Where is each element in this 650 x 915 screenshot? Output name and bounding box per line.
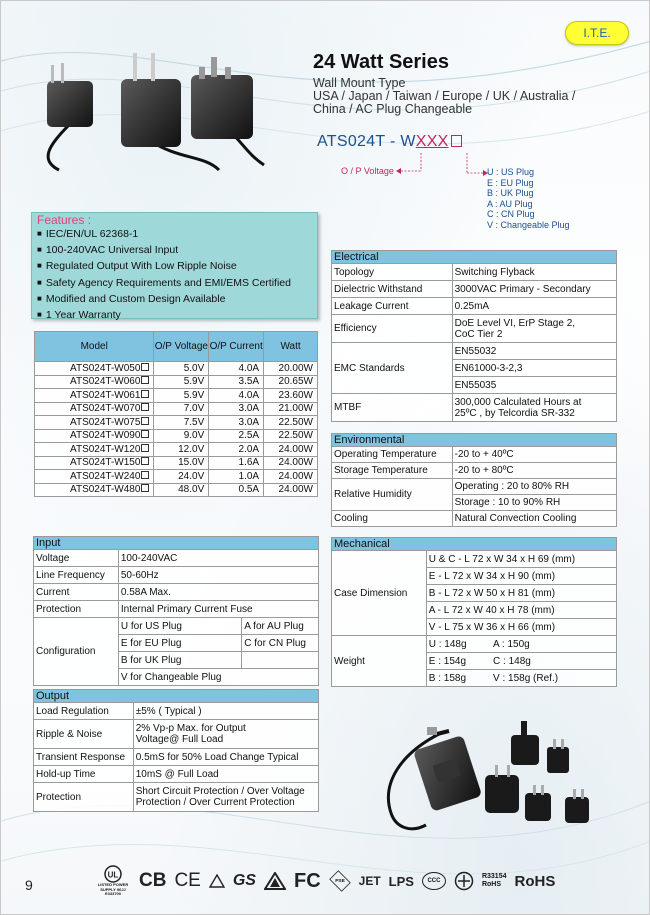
saa-triangle-icon — [264, 872, 286, 890]
current-cell: 3.0A — [209, 402, 264, 416]
spec-line: 300,000 Calculated Hours at — [454, 396, 582, 408]
input-table — [33, 536, 319, 686]
current-cell: 1.6A — [209, 456, 264, 470]
model-name: ATS024T-W060 — [70, 376, 141, 388]
checkbox-glyph — [141, 376, 149, 384]
spec-value: B for UK Plug — [118, 652, 241, 669]
spec-value: U & C - L 72 x W 34 x H 69 (mm) — [426, 551, 616, 568]
spec-label: Operating Temperature — [332, 447, 453, 463]
spec-value — [452, 315, 616, 343]
checkbox-glyph — [141, 484, 149, 492]
checkbox-glyph — [141, 471, 149, 479]
ul-listed-text: LISTED POWER SUPPLY 96JJ E333700 — [97, 882, 129, 897]
fcc-icon: FC — [293, 869, 321, 892]
current-cell: 2.5A — [209, 429, 264, 443]
spec-label: Ripple & Noise — [34, 720, 134, 749]
ul-logo-icon — [104, 865, 122, 883]
current-cell: 1.0A — [209, 470, 264, 484]
watt-cell: 24.00W — [264, 443, 318, 457]
spec-value: 0.25mA — [452, 298, 616, 315]
spec-value — [452, 394, 616, 422]
watt-cell: 24.00W — [264, 483, 318, 497]
watt-cell: 22.50W — [264, 416, 318, 430]
spec-value — [133, 720, 318, 749]
output-table — [33, 689, 319, 812]
voltage-cell: 9.0V — [154, 429, 209, 443]
spec-value: ±5% ( Typical ) — [133, 703, 318, 720]
table-row — [35, 429, 318, 443]
spec-label: Voltage — [34, 550, 119, 567]
spec-value: Natural Convection Cooling — [452, 511, 616, 527]
spec-value: EN55032 — [452, 343, 616, 360]
pse-text: PSE — [334, 878, 345, 884]
spec-value: U : 148g — [426, 636, 491, 653]
warning-triangle-icon — [209, 874, 225, 888]
spec-value — [133, 783, 318, 812]
spec-label: EMC Standards — [332, 343, 453, 394]
plug-option: E : EU Plug — [487, 177, 534, 188]
spec-value: 50-60Hz — [118, 567, 318, 584]
table-row — [35, 402, 318, 416]
spec-value: -20 to + 80ºC — [452, 463, 616, 479]
spec-value: A : 150g — [491, 636, 616, 653]
features-box — [31, 212, 318, 322]
spec-value: U for US Plug — [118, 618, 241, 635]
jet-icon: JET — [358, 874, 381, 888]
spec-value: EN61000-3-2,3 — [452, 360, 616, 377]
spec-line: Protection / Over Current Protection — [135, 797, 295, 808]
spec-value: -20 to + 40ºC — [452, 447, 616, 463]
spec-value: 3000VAC Primary - Secondary — [452, 281, 616, 298]
model-name: ATS024T-W070 — [70, 403, 141, 415]
feature-item: ■ Modified and Custom Design Available — [37, 291, 317, 307]
model-name: ATS024T-W480 — [70, 484, 141, 496]
bsmi-code-number: R33154 — [481, 873, 507, 880]
ccc-icon — [422, 872, 446, 890]
electrical-title: Electrical — [332, 251, 617, 264]
series-title: 24 Watt Series — [313, 51, 449, 73]
spec-label: Load Regulation — [34, 703, 134, 720]
checkbox-glyph — [141, 363, 149, 371]
model-name: ATS024T-W061 — [70, 389, 141, 401]
plug-option: V : Changeable Plug — [487, 219, 570, 230]
spec-value: B : 158g — [426, 670, 491, 687]
environmental-table — [331, 433, 617, 527]
spec-label: Case Dimension — [332, 551, 427, 636]
spec-value: 0.58A Max. — [118, 584, 318, 601]
checkbox-glyph — [141, 403, 149, 411]
voltage-cell: 7.0V — [154, 402, 209, 416]
spec-label: Hold-up Time — [34, 766, 134, 783]
op-voltage-label: O / P Voltage — [341, 166, 394, 176]
voltage-cell: 48.0V — [154, 483, 209, 497]
subtitle-line: China / AC Plug Changeable — [313, 102, 473, 116]
ce-icon: CE — [174, 870, 201, 891]
model-table — [34, 331, 318, 497]
spec-value: Internal Primary Current Fuse — [118, 601, 318, 618]
spec-value: Switching Flyback — [452, 264, 616, 281]
checkbox-glyph — [141, 430, 149, 438]
spec-label: Current — [34, 584, 119, 601]
watt-cell: 24.00W — [264, 456, 318, 470]
model-name: ATS024T-W240 — [70, 470, 141, 482]
page-number: 9 — [25, 877, 33, 893]
spec-label: Transient Response — [34, 749, 134, 766]
electrical-table — [331, 250, 617, 422]
spec-label: Weight — [332, 636, 427, 687]
spec-line: CoC Tier 2 — [454, 328, 503, 340]
spec-value: A for AU Plug — [242, 618, 319, 635]
spec-value: EN55035 — [452, 377, 616, 394]
current-cell: 4.0A — [209, 389, 264, 403]
voltage-cell: 15.0V — [154, 456, 209, 470]
table-row — [35, 456, 318, 470]
current-cell: 3.5A — [209, 375, 264, 389]
col-header-voltage: O/P Voltage — [154, 332, 209, 362]
spec-label: Relative Humidity — [332, 479, 453, 511]
spec-value: V for Changeable Plug — [118, 669, 318, 686]
spec-line: Short Circuit Protection / Over Voltage — [135, 786, 305, 797]
table-row — [35, 375, 318, 389]
spec-label: Configuration — [34, 618, 119, 686]
bsmi-code — [482, 873, 507, 889]
checkbox-glyph — [141, 417, 149, 425]
voltage-cell: 5.0V — [154, 362, 209, 376]
spec-label: Topology — [332, 264, 453, 281]
spec-line: 25ºC , by Telcordia SR-332 — [454, 407, 575, 419]
spec-value: V : 158g (Ref.) — [491, 670, 616, 687]
model-name: ATS024T-W050 — [70, 362, 141, 374]
table-row — [35, 470, 318, 484]
table-row — [35, 416, 318, 430]
col-header-model: Model — [35, 332, 154, 362]
pse-icon — [329, 870, 350, 891]
ul-listed-icon — [95, 865, 131, 897]
checkbox-glyph — [141, 390, 149, 398]
plug-option: B : UK Plug — [487, 188, 534, 198]
spec-value: E for EU Plug — [118, 635, 241, 652]
model-code-xxx: XXX — [415, 133, 449, 150]
mechanical-title: Mechanical — [332, 538, 617, 551]
checkbox-glyph — [141, 457, 149, 465]
table-row — [35, 483, 318, 497]
plug-option: C : CN Plug — [487, 209, 535, 219]
model-name: ATS024T-W150 — [70, 457, 141, 469]
voltage-cell: 7.5V — [154, 416, 209, 430]
watt-cell: 22.50W — [264, 429, 318, 443]
spec-line: DoE Level VI, ErP Stage 2, — [454, 317, 576, 329]
watt-cell: 20.65W — [264, 375, 318, 389]
spec-label: Protection — [34, 783, 134, 812]
subtitle-line: Wall Mount Type — [313, 76, 406, 90]
changeable-plug-photo — [371, 713, 611, 841]
current-cell: 2.0A — [209, 443, 264, 457]
current-cell: 0.5A — [209, 483, 264, 497]
bsmi-rohs-text: RoHS — [481, 881, 502, 888]
plug-option: U : US Plug — [487, 167, 535, 177]
mechanical-table — [331, 537, 617, 687]
spec-value: C for CN Plug — [242, 635, 319, 652]
spec-value: A - L 72 x W 40 x H 78 (mm) — [426, 602, 616, 619]
spec-label: Efficiency — [332, 315, 453, 343]
current-cell: 4.0A — [209, 362, 264, 376]
table-row — [35, 443, 318, 457]
voltage-cell: 12.0V — [154, 443, 209, 457]
model-code-prefix: ATS024T - W — [317, 133, 416, 150]
checkbox-glyph — [141, 444, 149, 452]
spec-value — [242, 652, 319, 669]
table-row — [35, 389, 318, 403]
feature-item: ■ IEC/EN/UL 62368-1 — [37, 226, 317, 242]
voltage-cell: 5.9V — [154, 375, 209, 389]
svg-text:UL: UL — [107, 870, 119, 880]
spec-value: V - L 75 x W 36 x H 66 (mm) — [426, 619, 616, 636]
spec-value: 100-240VAC — [118, 550, 318, 567]
watt-cell: 24.00W — [264, 470, 318, 484]
col-header-current: O/P Current — [209, 332, 264, 362]
spec-label: Dielectric Withstand — [332, 281, 453, 298]
output-title: Output — [34, 690, 319, 703]
spec-line: 2% Vp-p Max. for Output — [135, 723, 246, 734]
model-name: ATS024T-W120 — [70, 443, 141, 455]
spec-value: 0.5mS for 50% Load Change Typical — [133, 749, 318, 766]
spec-label: MTBF — [332, 394, 453, 422]
subtitle-line: USA / Japan / Taiwan / Europe / UK / Australia / — [313, 89, 576, 103]
spec-value: B - L 72 x W 50 x H 81 (mm) — [426, 585, 616, 602]
feature-item: ■ Safety Agency Requirements and EMI/EMS Certified — [37, 275, 317, 291]
cb-icon: CB — [139, 870, 167, 891]
feature-item: ■ 100-240VAC Universal Input — [37, 242, 317, 258]
spec-value: C : 148g — [491, 653, 616, 670]
spec-value: Operating : 20 to 80% RH — [452, 479, 616, 495]
features-title: Features : — [37, 213, 92, 227]
spec-label: Leakage Current — [332, 298, 453, 315]
watt-cell: 20.00W — [264, 362, 318, 376]
spec-value: E : 154g — [426, 653, 491, 670]
col-header-watt: Watt — [264, 332, 318, 362]
gs-icon: GS — [232, 872, 256, 889]
spec-label: Protection — [34, 601, 119, 618]
lps-icon: LPS — [388, 873, 414, 889]
current-cell: 3.0A — [209, 416, 264, 430]
spec-label: Line Frequency — [34, 567, 119, 584]
spec-line: Voltage@ Full Load — [135, 734, 224, 745]
spec-label: Storage Temperature — [332, 463, 453, 479]
certification-icons — [95, 863, 615, 899]
rohs-icon: RoHS — [514, 872, 556, 890]
environmental-title: Environmental — [332, 434, 617, 447]
spec-label: Cooling — [332, 511, 453, 527]
feature-item: ■ 1 Year Warranty — [37, 307, 317, 323]
ccc-text: CCC — [427, 878, 441, 884]
ite-badge: I.T.E. — [565, 21, 629, 45]
bsmi-icon — [454, 871, 474, 891]
plug-option: A : AU Plug — [487, 198, 533, 209]
plug-option-list — [487, 167, 570, 230]
input-title: Input — [34, 537, 319, 550]
spec-value: Storage : 10 to 90% RH — [452, 495, 616, 511]
watt-cell: 23.60W — [264, 389, 318, 403]
voltage-cell: 5.9V — [154, 389, 209, 403]
model-name: ATS024T-W090 — [70, 430, 141, 442]
spec-value: 10mS @ Full Load — [133, 766, 318, 783]
watt-cell: 21.00W — [264, 402, 318, 416]
model-name: ATS024T-W075 — [70, 416, 141, 428]
feature-item: ■ Regulated Output With Low Ripple Noise — [37, 258, 317, 274]
table-row — [35, 362, 318, 376]
spec-value: E - L 72 x W 34 x H 90 (mm) — [426, 568, 616, 585]
voltage-cell: 24.0V — [154, 470, 209, 484]
